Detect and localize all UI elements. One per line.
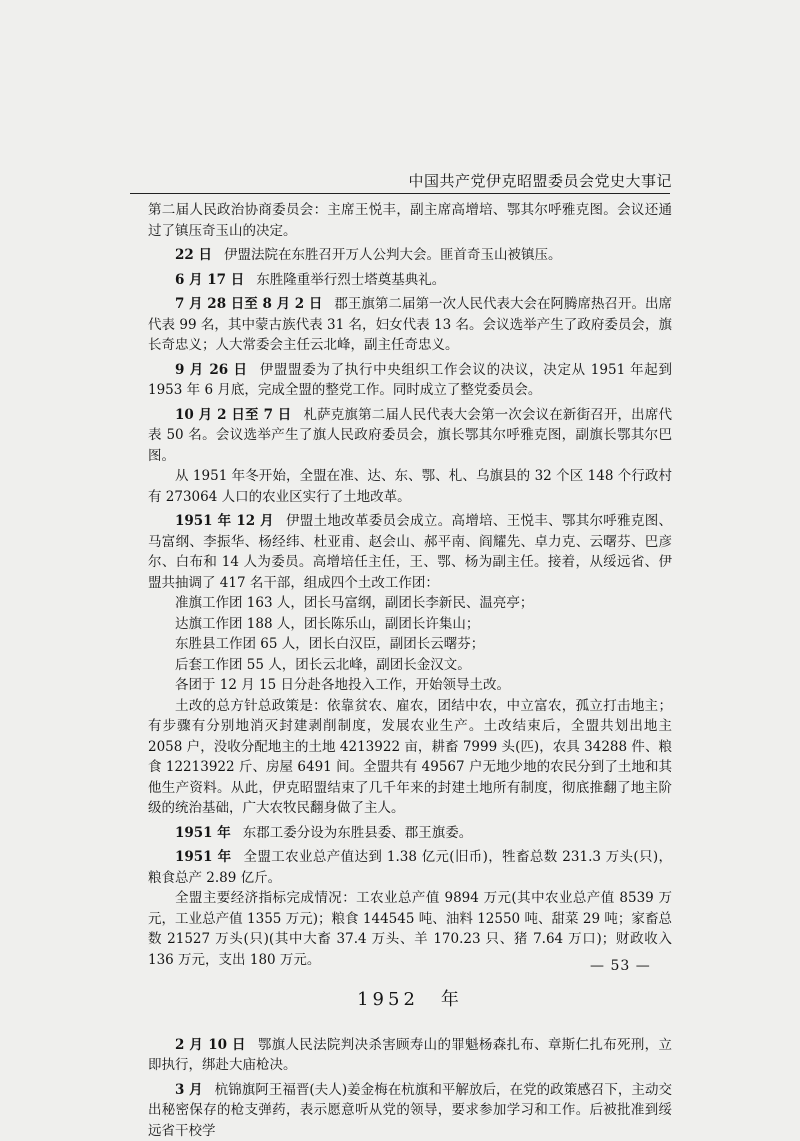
paragraph (148, 200, 672, 241)
entry-date: 1951 年 (175, 849, 232, 865)
entry-text: 从 1951 年冬开始，全盟在准、达、东、鄂、札、乌旗县的 32 个区 148 个行政村有 273064 人口的农业区实行了土地改革。 (148, 468, 672, 505)
paragraph (148, 466, 672, 507)
paragraph (148, 634, 672, 655)
body-text (148, 200, 672, 1141)
paragraph (148, 614, 672, 635)
paragraph (148, 655, 672, 676)
year-heading: 1952 年 (148, 990, 672, 1011)
paragraph (148, 1080, 672, 1141)
entry-date: 9 月 26 日 (175, 362, 248, 378)
page-number: — 53 — (590, 958, 651, 974)
entry-text: 全盟主要经济指标完成情况：工农业总产值 9894 万元(其中农业总产值 8539 万元，工业总产值 1355 万元)；粮食 144545 吨、油料 12550 吨、甜菜 29 吨；家畜总数 21527 万头(只)(其中大畜 37.4 万头、羊 170.23 只、猪 7.64 万口)；财政收入 136 万元，支出 180 万元。 (148, 890, 672, 968)
entry-text: 全盟工农业总产值达到 1.38 亿元(旧币)，牲畜总数 231.3 万头(只)，粮食总产 2.89 亿斤。 (148, 849, 672, 886)
entry-date: 22 日 (175, 247, 212, 263)
entry-text: 第二届人民政治协商委员会：主席王悦丰，副主席高增培、鄂其尔呼雅克图。会议还通过了镇压奇玉山的决定。 (148, 202, 672, 239)
entry-text: 鄂旗人民法院判决杀害顾寿山的罪魁杨森扎布、章斯仁扎布死刑，立即执行，绑赴大庙枪决。 (148, 1037, 672, 1074)
header-rule (130, 193, 670, 194)
paragraph (148, 511, 672, 593)
paragraph (148, 675, 672, 696)
entry-text: 东胜县工作团 65 人，团长白汉臣，副团长云曙芬； (175, 636, 484, 652)
paragraph (148, 823, 672, 844)
entry-text: 后套工作团 55 人，团长云北峰，副团长金汉文。 (175, 657, 471, 673)
entry-text: 东胜隆重举行烈士塔奠基典礼。 (256, 272, 445, 288)
entry-date: 2 月 10 日 (175, 1037, 246, 1053)
entry-text: 札萨克旗第二届人民代表大会第一次会议在新街召开，出席代表 50 名。会议选举产生了旗人民政府委员会，旗长鄂其尔呼雅克图，副旗长鄂其尔巴图。 (148, 407, 672, 464)
paragraph (148, 405, 672, 467)
entry-text: 准旗工作团 163 人，团长马富纲，副团长李新民、温亮亭； (175, 595, 533, 611)
paragraph (148, 270, 672, 291)
paragraph (148, 1035, 672, 1076)
paragraphs-1951 (148, 200, 672, 970)
entry-date: 6 月 17 日 (175, 272, 244, 288)
paragraph (148, 696, 672, 819)
paragraph (148, 847, 672, 888)
running-header: 中国共产党伊克昭盟委员会党史大事记 (392, 170, 672, 191)
entry-text: 郡王旗第二届第一次人民代表大会在阿腾席热召开。出席代表 99 名，其中蒙古族代表 31 名，妇女代表 13 名。会议选举产生了政府委员会，旗长奇忠义；人大常委会主任云北峰，副主任奇忠义。 (148, 296, 672, 353)
entry-text: 达旗工作团 188 人，团长陈乐山，副团长许集山； (175, 616, 479, 632)
entry-text: 伊盟法院在东胜召开万人公判大会。匪首奇玉山被镇压。 (224, 247, 562, 263)
entry-text: 土改的总方针总政策是：依靠贫农、雇农，团结中农，中立富农，孤立打击地主；有步骤有分别地消灭封建剥削制度，发展农业生产。土改结束后，全盟共划出地主 2058 户，没收分配地主的土地 4213922 亩，耕畜 7999 头(匹)，农具 34288 件、粮食 12213922 斤、房屋 6491 间。全盟共有 49567 户无地少地的农民分到了土地和其他生产资料。从此，伊克昭盟结束了几千年来的封建土地所有制度，彻底推翻了地主阶级的统治基础，广大农牧民翻身做了主人。 (148, 698, 672, 817)
entry-text: 伊盟土地改革委员会成立。高增培、王悦丰、鄂其尔呼雅克图、马富纲、李振华、杨经纬、杜亚甫、赵会山、郝平南、阎耀先、卓力克、云曙芬、巴彦尔、白布和 14 人为委员。高增培任主任，王、鄂、杨为副主任。接着，从绥远省、伊盟共抽调了 417 名干部，组成四个土改工作团： (148, 513, 672, 591)
entry-date: 3 月 (175, 1082, 203, 1098)
entry-date: 10 月 2 日至 7 日 (175, 407, 291, 423)
entry-text: 各团于 12 月 15 日分赴各地投入工作，开始领导土改。 (175, 677, 510, 693)
entry-text: 东郡工委分设为东胜县委、郡王旗委。 (243, 825, 473, 841)
paragraph (148, 245, 672, 266)
entry-text: 伊盟盟委为了执行中央组织工作会议的决议，决定从 1951 年起到 1953 年 6 月底，完成全盟的整党工作。同时成立了整党委员会。 (148, 362, 672, 399)
paragraphs-1952 (148, 1035, 672, 1141)
entry-date: 7 月 28 日至 8 月 2 日 (175, 296, 322, 312)
paragraph (148, 360, 672, 401)
entry-text: 杭锦旗阿王福晋(夫人)姜金梅在杭旗和平解放后，在党的政策感召下，主动交出秘密保存的枪支弹药，表示愿意听从党的领导，要求参加学习和工作。后被批准到绥远省干校学 (148, 1082, 672, 1139)
entry-date: 1951 年 (175, 825, 231, 841)
paragraph (148, 294, 672, 356)
entry-date: 1951 年 12 月 (175, 513, 274, 529)
paragraph (148, 593, 672, 614)
